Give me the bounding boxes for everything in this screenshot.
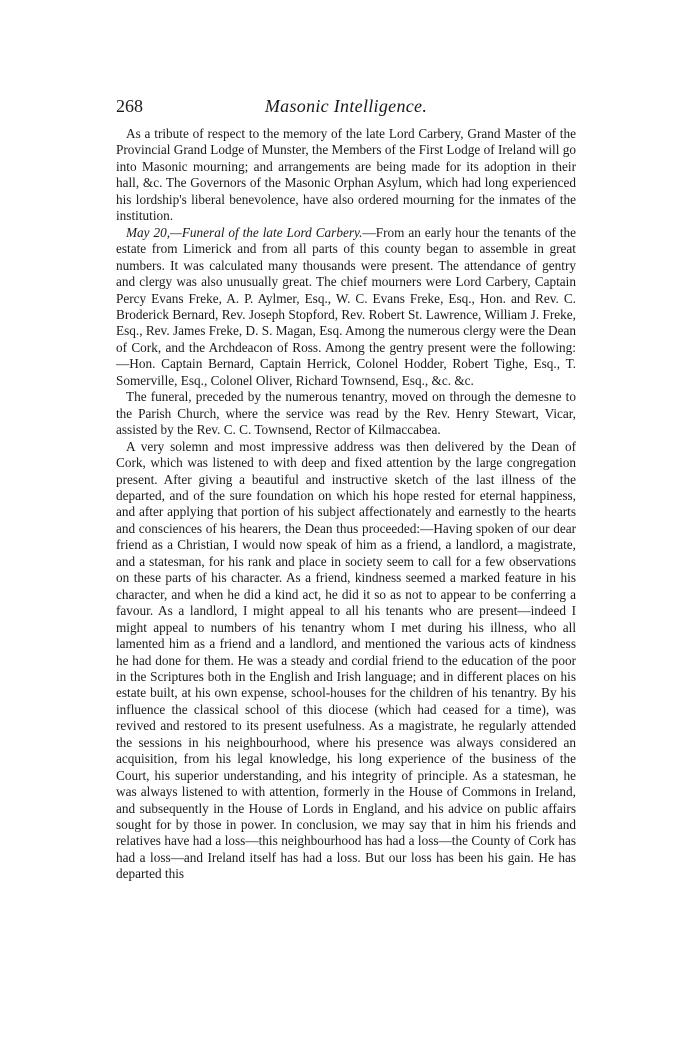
paragraph-tribute [116,126,576,225]
paragraph-text: —From an early hour the tenants of the estate from Limerick and from all parts of this county began to assemble in great numbers. It was calculated many thousands were present. The attendance of gentry and clergy was also unusually great. The chief mourners were Lord Carbery, Captain Percy Evans Freke, A. P. Aylmer, Esq., W. C. Evans Freke, Esq., Hon. and Rev. C. Broderick Bernard, Rev. Joseph Stopford, Rev. Robert St. Lawrence, William J. Freke, Esq., Rev. James Freke, D. S. Magan, Esq. Among the numerous clergy were the Dean of Cork, and the Archdeacon of Ross. Among the gentry present were the following:—Hon. Captain Bernard, Captain Herrick, Colonel Hodder, Robert Tighe, Esq., T. Somerville, Esq., Colonel Oliver, Richard Townsend, Esq., &c. &c. [116,224,577,388]
page-header [116,92,576,126]
article-body [116,126,576,883]
paragraph-address [116,439,576,883]
running-title: Masonic Intelligence. [264,96,428,116]
paragraph-procession [116,389,576,438]
paragraph-funeral-report [116,225,576,390]
paragraph-text: As a tribute of respect to the memory of the late Lord Carbery, Grand Master of the Provincial Grand Lodge of Munster, the Members of the First Lodge of Ireland will go into Masonic mourning; and arrangements are being made for its adoption in their hall, &c. The Governors of the Masonic Orphan Asylum, which had long experienced his lordship's liberal benevolence, have also ordered mourning for the inmates of the institution. [116,126,576,224]
paragraph-text: The funeral, preceded by the numerous tenantry, moved on through the demesne to the Parish Church, where the service was read by the Rev. Henry Stewart, Vicar, assisted by the Rev. C. C. Townsend, Rector of Kilmaccabea. [116,389,576,438]
paragraph-text: A very solemn and most impressive address was then delivered by the Dean of Cork, which was listened to with deep and fixed attention by the large congregation present. After giving a beautiful and instructive sketch of the last illness of the departed, and of the sure foundation on which his hope rested for eternal happiness, and after applying that portion of his subject affectionately and earnestly to the hearts and consciences of his hearers, the Dean thus proceeded:—Having spoken of our dear friend as a Christian, I would now speak of him as a friend, a landlord, a magistrate, and a statesman, for his rank and place in society seem to call for a few observations on these parts of his character. As a friend, kindness seemed a marked feature in his character, and when he did a kind act, he did it so as not to appear to be conferring a favour. As a landlord, I might appeal to all his tenants who are present—indeed I might appeal to numbers of his tenantry whom I met during his illness, who all lamented him as a friend and a landlord, and mentioned the various acts of kindness he had done for them. He was a steady and cordial friend to the education of the poor in the Scriptures both in the English and Irish language; and in different places on his estate built, at his own expense, school-houses for the children of his tenantry. By his influence the classical school of this diocese (which had ceased for a time), was revived and restored to its present usefulness. As a magistrate, he regularly attended the sessions in his neighbourhood, where his presence was always considered an acquisition, from his legal knowledge, his long experience of the business of the Court, his superior understanding, and his integrity of principle. As a statesman, he was always listened to with attention, formerly in the House of Commons in Ireland, and subsequently in the House of Lords in England, and his advice on public affairs sought for by those in power. In conclusion, we may say that in him his friends and relatives have had a loss—this neighbourhood has had a loss—the County of Cork has had a loss—and Ireland itself has had a loss. But our loss has been his gain. He has departed this [116,438,576,882]
paragraph-heading: —Funeral of the late Lord Carbery. [170,224,363,240]
document-page [116,92,576,883]
page-number: 268 [116,96,143,116]
paragraph-date: May 20, [126,224,171,240]
